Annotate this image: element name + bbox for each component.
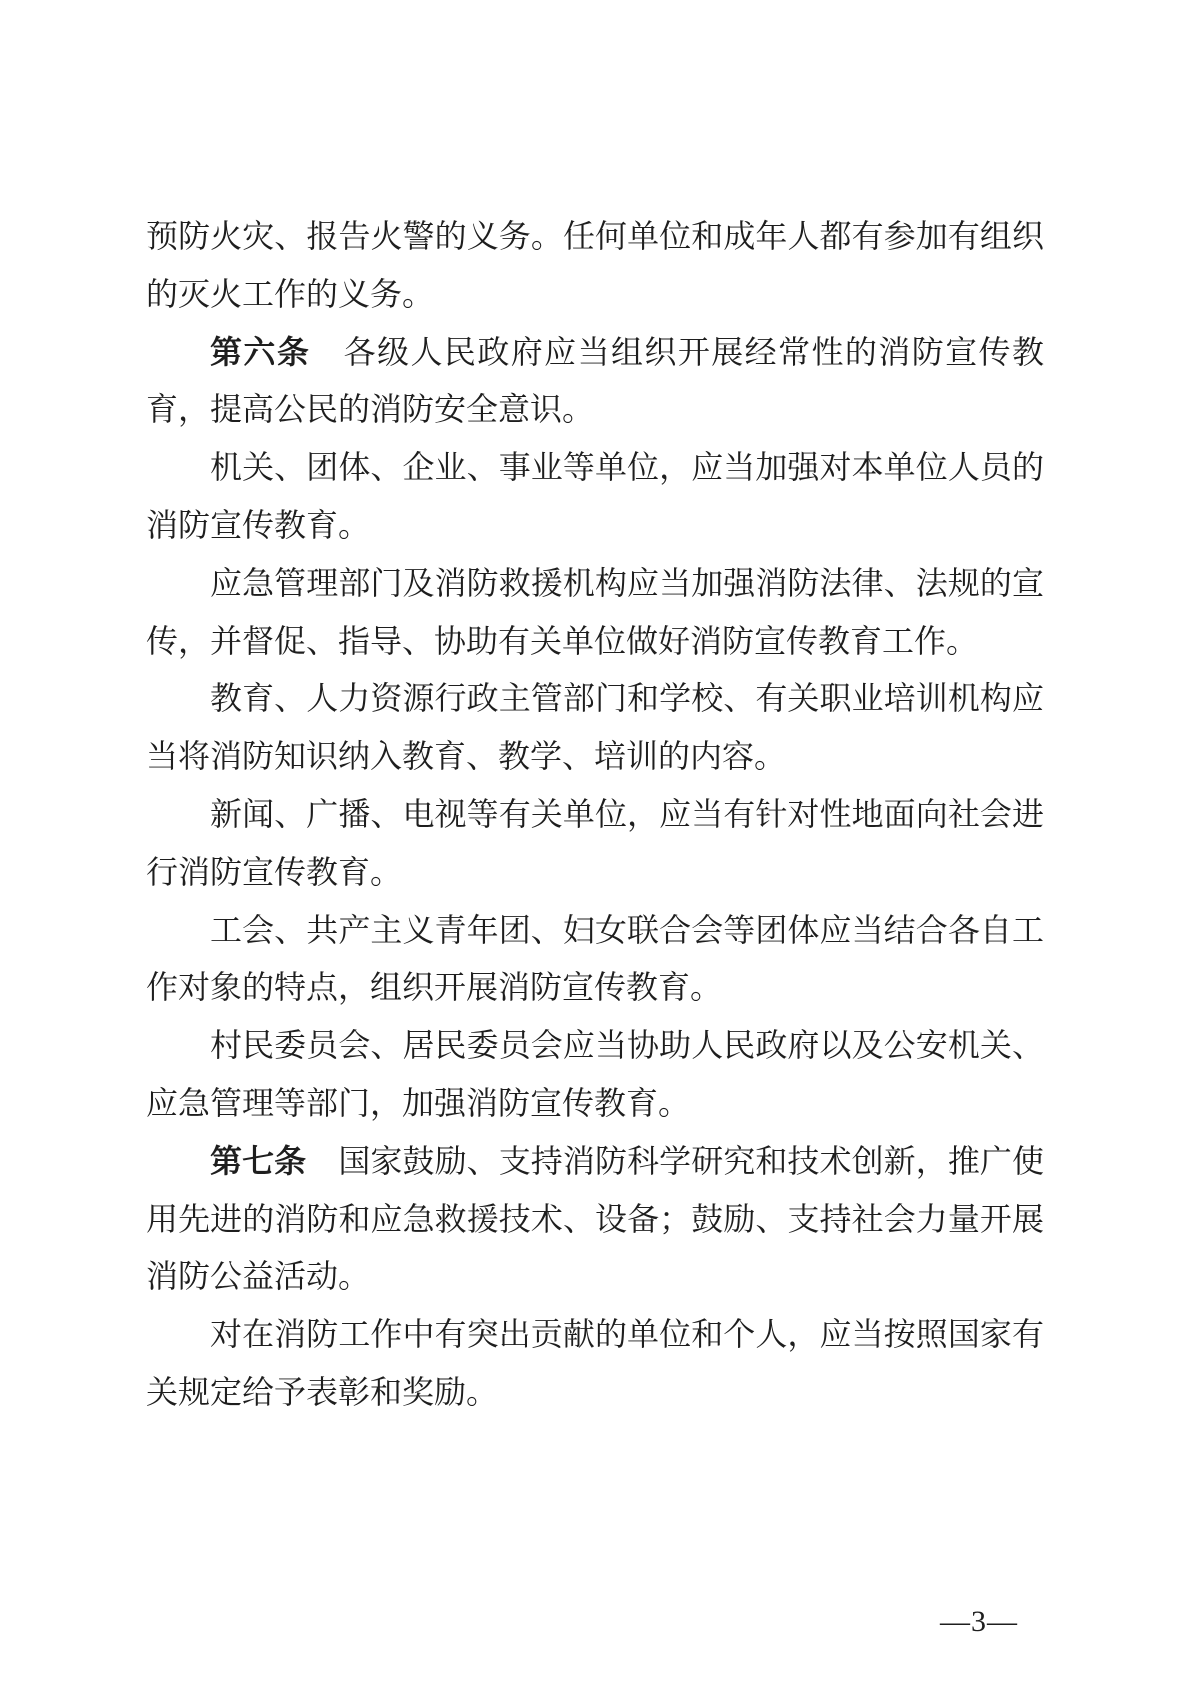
text-line: 作对象的特点，组织开展消防宣传教育。 — [146, 969, 723, 1006]
text-line: 传，并督促、指导、协助有关单位做好消防宣传教育工作。 — [146, 622, 979, 659]
text-line: 消防公益活动。 — [146, 1258, 371, 1295]
text-line: 应急管理等部门，加强消防宣传教育。 — [146, 1084, 691, 1121]
text-line: 教育、人力资源行政主管部门和学校、有关职业培训机构应 — [210, 680, 1044, 717]
article-number: 第七条 — [210, 1142, 307, 1179]
page-number: —3— — [940, 1605, 1018, 1638]
text-line: 育，提高公民的消防安全意识。 — [146, 391, 595, 428]
text-line: 用先进的消防和应急救援技术、设备；鼓励、支持社会力量开展 — [146, 1200, 1044, 1237]
text-line: 预防火灾、报告火警的义务。任何单位和成年人都有参加有组织 — [146, 218, 1044, 254]
document-body — [146, 208, 1044, 1422]
text-line: 应急管理部门及消防救援机构应当加强消防法律、法规的宣 — [210, 564, 1044, 601]
text-line: 新闻、广播、电视等有关单位，应当有针对性地面向社会进 — [210, 795, 1044, 832]
text-line: 对在消防工作中有突出贡献的单位和个人，应当按照国家有 — [210, 1316, 1044, 1353]
text-line: 机关、团体、企业、事业等单位，应当加强对本单位人员的 — [210, 449, 1044, 486]
text-line: 消防宣传教育。 — [146, 506, 371, 543]
text-line: 行消防宣传教育。 — [146, 853, 403, 890]
text-line: 工会、共产主义青年团、妇女联合会等团体应当结合各自工 — [210, 911, 1044, 948]
article-number: 第六条 — [210, 333, 311, 370]
text-line: 第七条 国家鼓励、支持消防科学研究和技术创新，推广使 — [210, 1142, 1044, 1179]
text-line: 的灭火工作的义务。 — [146, 275, 435, 312]
text-line: 关规定给予表彰和奖励。 — [146, 1373, 499, 1410]
text-line: 第六条 各级人民政府应当组织开展经常性的消防宣传教 — [210, 333, 1044, 370]
text-line: 村民委员会、居民委员会应当协助人民政府以及公安机关、 — [210, 1027, 1044, 1064]
text-line: 当将消防知识纳入教育、教学、培训的内容。 — [146, 738, 787, 775]
